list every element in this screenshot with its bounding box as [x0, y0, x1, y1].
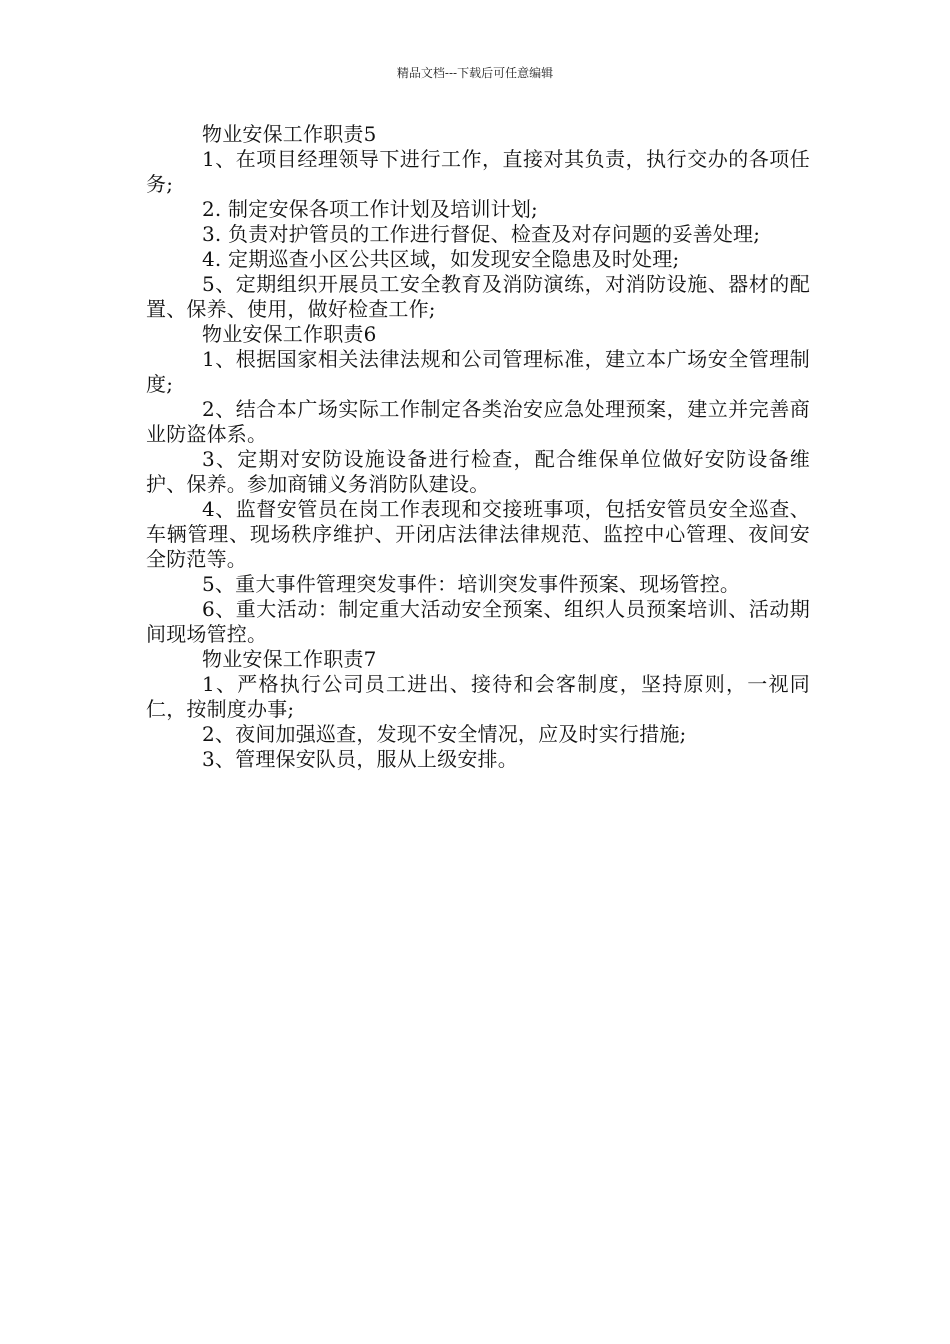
page-header: 精品文档---下载后可任意编辑 — [396, 66, 554, 80]
section-title-7: 物业安保工作职责7 — [202, 647, 377, 671]
paragraph: 1、根据国家相关法律法规和公司管理标准，建立本广场安全管理制度; — [146, 347, 810, 396]
paragraph: 4. 定期巡查小区公共区域，如发现安全隐患及时处理; — [202, 247, 680, 271]
paragraph: 3、定期对安防设施设备进行检查，配合维保单位做好安防设备维护、保养。参加商铺义务消防队建设。 — [146, 447, 810, 496]
paragraph: 2. 制定安保各项工作计划及培训计划; — [202, 197, 538, 221]
paragraph: 5、定期组织开展员工安全教育及消防演练，对消防设施、器材的配置、保养、使用，做好检查工作; — [146, 272, 810, 321]
paragraph: 6、重大活动：制定重大活动安全预案、组织人员预案培训、活动期间现场管控。 — [146, 597, 810, 646]
paragraph: 2、结合本广场实际工作制定各类治安应急处理预案，建立并完善商业防盗体系。 — [146, 397, 810, 446]
paragraph: 2、夜间加强巡查，发现不安全情况，应及时实行措施; — [202, 722, 687, 746]
section-title-6: 物业安保工作职责6 — [202, 322, 377, 346]
paragraph: 5、重大事件管理突发事件：培训突发事件预案、现场管控。 — [202, 572, 741, 596]
paragraph: 1、严格执行公司员工进出、接待和会客制度，坚持原则，一视同仁，按制度办事; — [146, 672, 810, 721]
paragraph: 3、管理保安队员，服从上级安排。 — [202, 747, 518, 771]
document-body — [146, 122, 810, 772]
paragraph: 4、监督安管员在岗工作表现和交接班事项，包括安管员安全巡查、车辆管理、现场秩序维护、开闭店法律法律规范、监控中心管理、夜间安全防范等。 — [146, 497, 810, 571]
paragraph: 3. 负责对护管员的工作进行督促、检查及对存问题的妥善处理; — [202, 222, 761, 246]
section-title-5: 物业安保工作职责5 — [202, 122, 377, 146]
paragraph: 1、在项目经理领导下进行工作，直接对其负责，执行交办的各项任务; — [146, 147, 810, 196]
